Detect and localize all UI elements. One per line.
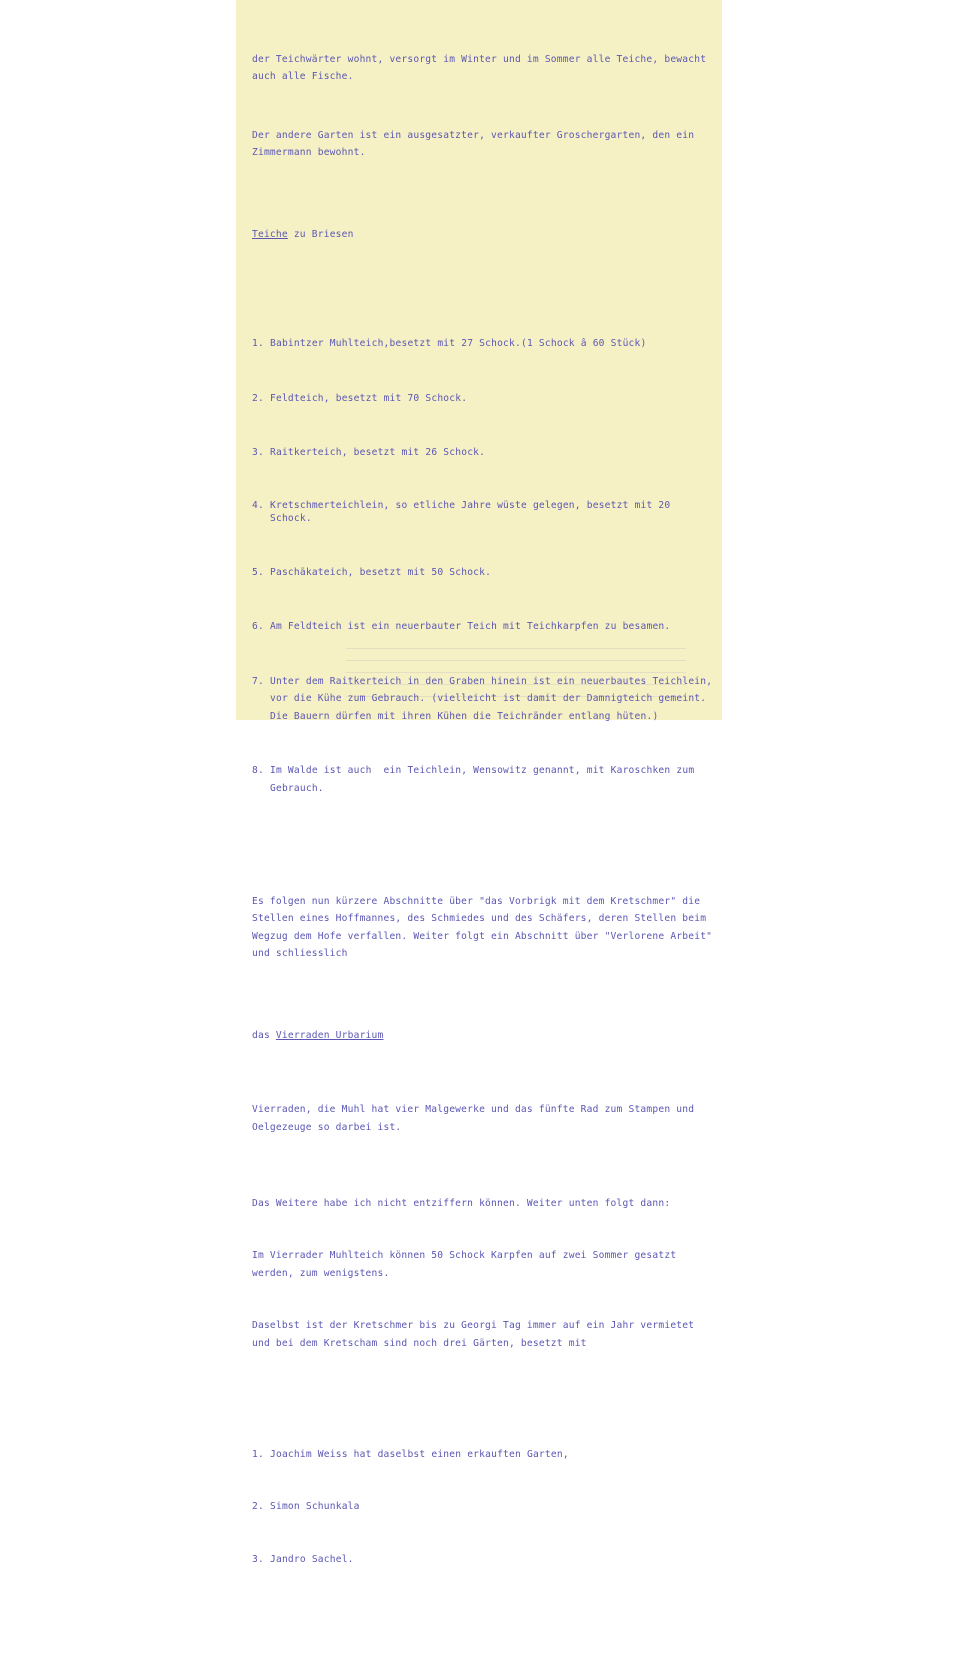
list-number: 6. (252, 621, 264, 632)
list-number: 2. (252, 392, 264, 404)
list-text: Jandro Sachel. (270, 1553, 354, 1565)
list-item (252, 444, 714, 462)
list-item (252, 335, 714, 353)
section-heading-prefix: das (252, 1030, 276, 1041)
list-text: Am Feldteich ist ein neuerbauter Teich mit Teichkarpfen zu besamen. (270, 621, 671, 632)
list-item (252, 618, 714, 636)
list-number: 1. (252, 1448, 264, 1460)
garden-list (252, 1411, 714, 1604)
intro-paragraph-2: Der andere Garten ist ein ausgesatzter, verkaufter Groschergarten, den ein Zimmermann bewohnt. (252, 129, 701, 158)
closing-paragraph-1: Das Weitere habe ich nicht entziffern können. Weiter unten folgt dann: (252, 1197, 671, 1209)
list-number: 2. (252, 1501, 264, 1512)
list-item (252, 762, 714, 797)
list-text: Im Walde ist auch ein Teichlein, Wensowitz genannt, mit Karoschken zum Gebrauch. (270, 765, 701, 794)
list-item (252, 390, 714, 408)
list-item (252, 1498, 714, 1516)
list-item (252, 564, 714, 582)
list-text: Babintzer Muhlteich,besetzt mit 27 Schock.(1 Schock â 60 Stück) (270, 338, 647, 349)
bleed-through-text (346, 648, 686, 708)
pond-list (252, 300, 719, 834)
middle-paragraph: Es folgen nun kürzere Abschnitte über "das Vorbrigk mit dem Kretschmer" die Stellen eines Hoffmannes, des Schmiedes und des Schäfers, deren Stellen beim Wegzug dem Hofe verfallen. Weiter folgt ein Abschnitt über "Verlorene Arbeit" und schliesslich (252, 895, 719, 959)
list-text: Unter dem Raitkerteich in den Graben hinein ist ein neuerbautes Teichlein, vor die Kühe zum Gebrauch. (vielleicht ist damit der Damnigteich gemeint. Die Bauern dürfen mit ihren Kühen die Teichränder entlang hüten.) (270, 675, 719, 722)
list-number: 3. (252, 1553, 264, 1565)
list-text: Simon Schunkala (270, 1501, 360, 1512)
list-item (252, 1446, 714, 1464)
typed-text (252, 0, 719, 1656)
intro-paragraph-1: der Teichwärter wohnt, versorgt im Winter und im Sommer alle Teiche, bewacht auch alle Fische. (252, 53, 713, 82)
vierraden-paragraph: Vierraden, die Muhl hat vier Malgewerke und das fünfte Rad zum Stampen und Oelgezeuge so darbei ist. (252, 1104, 701, 1133)
list-number: 5. (252, 566, 264, 578)
list-number: 4. (252, 499, 264, 511)
list-text: Raitkerteich, besetzt mit 26 Schock. (270, 447, 486, 458)
section-heading-underlined: Vierraden Urbarium (275, 1030, 384, 1041)
section-heading-rest: zu Briesen (287, 229, 354, 240)
document-page (236, 0, 722, 1565)
list-number: 7. (252, 675, 264, 687)
list-item (252, 1551, 714, 1569)
section-heading-teiche (252, 226, 714, 244)
list-item (252, 499, 714, 525)
list-text: Feldteich, besetzt mit 70 Schock. (270, 392, 468, 404)
list-text: Joachim Weiss hat daselbst einen erkauften Garten, (270, 1448, 569, 1460)
section-heading-vierraden (252, 1027, 714, 1045)
closing-paragraph-2: Im Vierrader Muhlteich können 50 Schock Karpfen auf zwei Sommer gesatzt werden, zum wenigstens. (252, 1250, 683, 1279)
section-heading-underlined: Teiche (252, 229, 288, 240)
list-number: 1. (252, 338, 264, 349)
list-number: 3. (252, 447, 264, 458)
list-text: Kretschmerteichlein, so etliche Jahre wüste gelegen, besetzt mit 20 Schock. (270, 499, 677, 524)
closing-paragraph-3: Daselbst ist der Kretschmer bis zu Georgi Tag immer auf ein Jahr vermietet und bei dem Kretscham sind noch drei Gärten, besetzt mit (252, 1320, 701, 1349)
list-number: 8. (252, 765, 264, 776)
list-text: Paschäkateich, besetzt mit 50 Schock. (270, 566, 492, 578)
